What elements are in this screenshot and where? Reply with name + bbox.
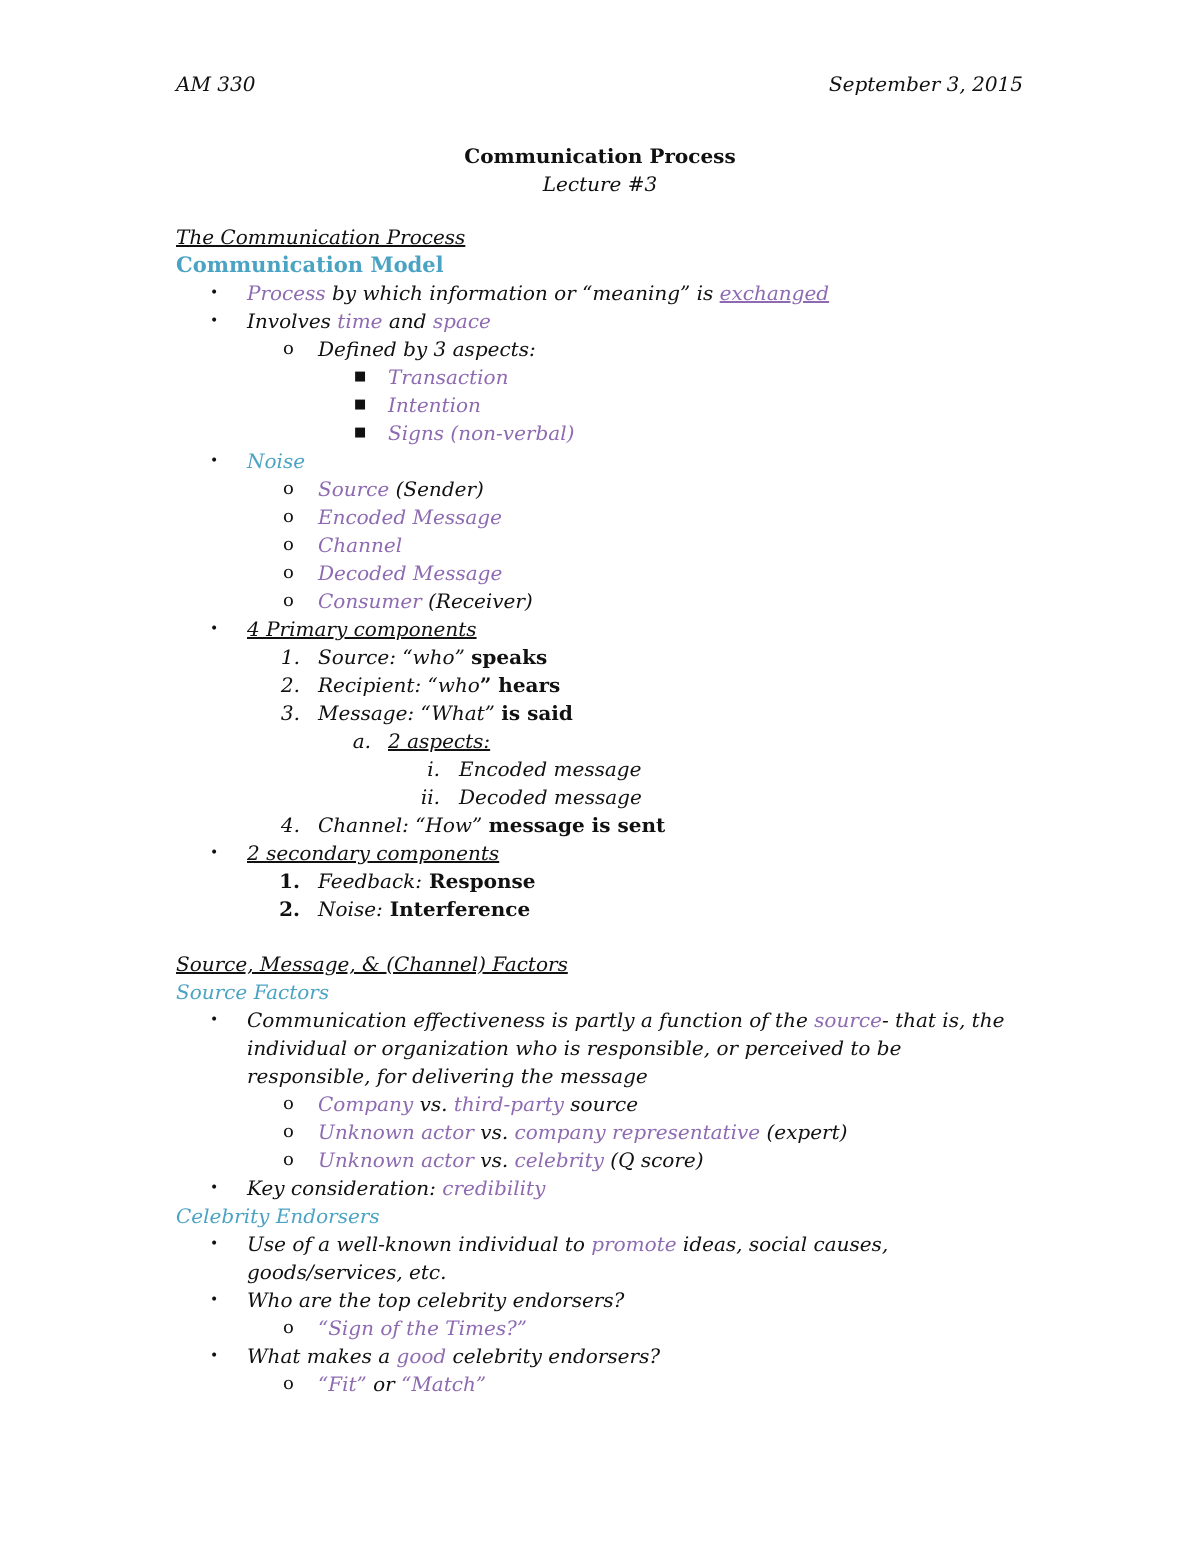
list-item: a. 2 aspects: — [352, 729, 491, 753]
bullet-dot-icon: • — [210, 1236, 219, 1252]
bullet-square-icon: ■ — [354, 425, 367, 440]
section-heading-communication-process: The Communication Process — [176, 225, 466, 249]
list-item: • Use of a well-known individual to promote ideas, social causes, goods/services, etc. — [210, 1232, 889, 1284]
list-item: o Unknown actor vs. company representative (expert) — [283, 1120, 848, 1144]
list-item: • Noise — [210, 449, 306, 473]
list-item: • What makes a good celebrity endorsers? — [210, 1344, 661, 1368]
list-item: 1. Source: “who” speaks — [280, 645, 548, 669]
list-item: 4. Channel: “How” message is sent — [280, 813, 666, 837]
bullet-dot-icon: • — [210, 1012, 219, 1028]
bullet-circle-icon: o — [283, 562, 294, 583]
bullet-dot-icon: • — [210, 1292, 219, 1308]
list-item: o Source (Sender) — [283, 477, 484, 501]
bullet-dot-icon: • — [210, 313, 219, 329]
list-item: o “Sign of the Times?” — [283, 1316, 528, 1340]
list-item: 1. Feedback: Response — [279, 869, 536, 893]
bullet-circle-icon: o — [283, 1373, 294, 1394]
bullet-circle-icon: o — [283, 534, 294, 555]
list-item: o Encoded Message — [283, 505, 502, 529]
list-item: ■ Intention — [354, 393, 481, 417]
page-subtitle: Lecture #3 — [542, 172, 658, 196]
list-item: o Defined by 3 aspects: — [283, 337, 536, 361]
notes-body — [176, 223, 1026, 1398]
bullet-dot-icon: • — [210, 1180, 219, 1196]
list-item: • Communication effectiveness is partly a function of the source- that is, the individual or organization who is responsible, or perceived to be responsible, for delivering the message — [210, 1008, 1005, 1088]
list-item: o Company vs. third-party source — [283, 1092, 639, 1116]
bullet-circle-icon: o — [283, 1121, 294, 1142]
source-factors-heading: Source Factors — [176, 980, 330, 1004]
bullet-circle-icon: o — [283, 1317, 294, 1338]
bullet-square-icon: ■ — [354, 369, 367, 384]
page-title: Communication Process — [464, 144, 736, 168]
list-item: ■ Transaction — [354, 365, 509, 389]
list-item: o Channel — [283, 533, 403, 557]
list-item: • Who are the top celebrity endorsers? — [210, 1288, 625, 1312]
list-item: 3. Message: “What” is said — [280, 701, 573, 725]
bullet-circle-icon: o — [283, 478, 294, 499]
bullet-dot-icon: • — [210, 1348, 219, 1364]
list-item: 2. Recipient: “who” hears — [280, 673, 561, 697]
bullet-circle-icon: o — [283, 590, 294, 611]
course-code: AM 330 — [176, 72, 256, 96]
blank-line — [176, 923, 1026, 950]
bullet-circle-icon: o — [283, 1149, 294, 1170]
bullet-dot-icon: • — [210, 845, 219, 861]
list-item: • Involves time and space — [210, 309, 491, 333]
bullet-dot-icon: • — [210, 285, 219, 301]
list-item: 2. Noise: Interference — [279, 897, 531, 921]
list-item: ii. Decoded message — [420, 785, 642, 809]
lecture-date: September 3, 2015 — [828, 72, 1023, 96]
bullet-dot-icon: • — [210, 621, 219, 637]
celebrity-endorsers-heading: Celebrity Endorsers — [176, 1204, 380, 1228]
list-item: o Unknown actor vs. celebrity (Q score) — [283, 1148, 704, 1172]
bullet-circle-icon: o — [283, 1093, 294, 1114]
list-item: • 2 secondary components — [210, 841, 500, 865]
list-item: o “Fit” or “Match” — [283, 1372, 487, 1396]
bullet-circle-icon: o — [283, 506, 294, 527]
list-item: ■ Signs (non-verbal) — [354, 421, 575, 445]
list-item: i. Encoded message — [427, 757, 642, 781]
list-item: • 4 Primary components — [210, 617, 477, 641]
list-item: o Decoded Message — [283, 561, 503, 585]
bullet-circle-icon: o — [283, 338, 294, 359]
list-item: o Consumer (Receiver) — [283, 589, 533, 613]
section-heading-factors: Source, Message, & (Channel) Factors — [176, 952, 568, 976]
communication-model-heading: Communication Model — [176, 252, 444, 277]
bullet-square-icon: ■ — [354, 397, 367, 412]
title-block — [0, 143, 1200, 198]
list-item: • Process by which information or “meaning” is exchanged — [210, 281, 830, 305]
list-item: • Key consideration: credibility — [210, 1176, 546, 1200]
bullet-dot-icon: • — [210, 453, 219, 469]
